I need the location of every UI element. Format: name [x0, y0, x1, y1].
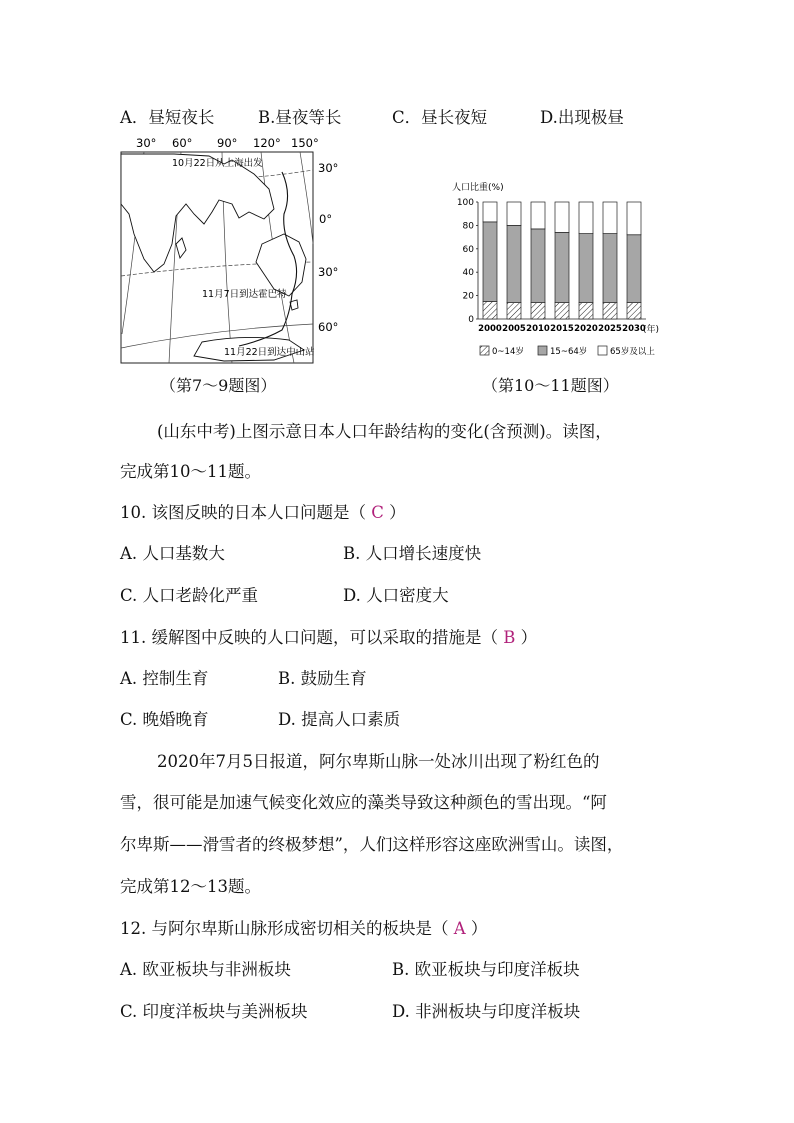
bar-segment: [579, 234, 593, 303]
bar-segment: [603, 303, 617, 319]
option-c: C．昼长夜短: [392, 108, 488, 127]
question-10: [120, 501, 406, 525]
bar-segment: [555, 202, 569, 232]
passage-line-4: 完成第12～13题。: [120, 877, 261, 896]
passage-line-3: 尔卑斯——滑雪者的终极梦想”，人们这样形容这座欧洲雪山。读图，: [120, 835, 624, 854]
bar-segment: [579, 202, 593, 234]
bar-segment: [507, 202, 521, 225]
bar-segment: [483, 222, 497, 302]
lon-label: 150°: [291, 136, 319, 150]
bar-segment: [627, 235, 641, 303]
passage-line-2: 雪，很可能是加速气候变化效应的藻类导致这种颜色的雪出现。“阿: [120, 793, 607, 812]
y-tick-label: 100: [456, 198, 474, 208]
legend-label: 65岁及以上: [610, 347, 655, 357]
map-caption: （第7～9题图）: [160, 376, 277, 395]
question-12-suffix: ）: [470, 919, 488, 938]
lon-label: 120°: [253, 136, 281, 150]
lat-label: 60°: [318, 320, 339, 334]
bar-segment: [627, 303, 641, 319]
x-tick-label: 2015: [550, 324, 574, 334]
legend-swatch: [598, 346, 607, 355]
bar-segment: [507, 303, 521, 319]
route-label-start: 10月22日从上海出发: [172, 158, 263, 169]
population-chart: [446, 178, 676, 364]
x-tick-label: 2030: [622, 324, 646, 334]
option-d: D.出现极昼: [540, 108, 624, 127]
x-tick-label: 2010: [526, 324, 550, 334]
y-tick-label: 0: [468, 315, 474, 325]
q12-option-c: C. 印度洋板块与美洲板块: [120, 1002, 308, 1021]
route-label-zhongshan: 11月22日到达中山站: [224, 347, 315, 358]
question-12-prefix: 12. 与阿尔卑斯山脉形成密切相关的板块是（: [120, 919, 449, 938]
q11-option-a: A. 控制生育: [120, 669, 209, 688]
y-tick-label: 40: [462, 268, 474, 279]
intro-line-2: 完成第10～11题。: [120, 462, 261, 481]
question-10-prefix: 10. 该图反映的日本人口问题是（: [120, 503, 366, 522]
x-tick-label: 2020: [574, 324, 598, 334]
x-tick-label: 2025: [598, 324, 622, 334]
question-12: [120, 917, 487, 941]
question-10-answer: C: [371, 503, 384, 522]
question-12-answer: A: [453, 919, 466, 938]
question-11-suffix: ）: [520, 628, 538, 647]
lon-label: 60°: [172, 136, 193, 150]
q10-option-c: C. 人口老龄化严重: [120, 586, 259, 605]
lat-label: 30°: [318, 265, 339, 279]
legend-swatch: [480, 346, 489, 355]
bar-segment: [531, 229, 545, 303]
bar-segment: [603, 202, 617, 234]
q12-option-d: D. 非洲板块与印度洋板块: [392, 1002, 581, 1021]
question-11-answer: B: [503, 628, 516, 647]
q12-option-b: B. 欧亚板块与印度洋板块: [392, 960, 580, 979]
option-a: A．昼短夜长: [120, 108, 215, 127]
bar-segment: [531, 202, 545, 229]
q10-option-d: D. 人口密度大: [343, 586, 449, 605]
y-tick-label: 20: [462, 291, 474, 302]
bar-segment: [507, 225, 521, 302]
bar-segment: [555, 303, 569, 319]
lon-label: 90°: [217, 136, 238, 150]
chart-caption: （第10～11题图）: [482, 376, 619, 395]
x-tick-label: 2000: [478, 324, 502, 334]
route-map: [114, 134, 354, 370]
question-11: [120, 626, 537, 650]
q10-option-a: A. 人口基数大: [120, 544, 225, 563]
route-label-hobart: 11月7日到达霍巴特: [202, 289, 287, 300]
bar-segment: [483, 301, 497, 319]
intro-line-1: (山东中考)上图示意日本人口年龄结构的变化(含预测)。读图，: [157, 422, 612, 441]
y-tick-label: 60: [462, 244, 474, 255]
q11-option-c: C. 晚婚晚育: [120, 710, 209, 729]
chart-ylabel: 人口比重(%): [452, 183, 504, 193]
q12-option-a: A. 欧亚板块与非洲板块: [120, 960, 291, 979]
question-10-suffix: ）: [389, 503, 406, 522]
legend-label: 0~14岁: [492, 347, 524, 357]
y-tick-label: 80: [462, 221, 474, 232]
q10-option-b: B. 人口增长速度快: [343, 544, 482, 563]
question-11-prefix: 11. 缓解图中反映的人口问题，可以采取的措施是（: [120, 628, 498, 647]
option-b: B.昼夜等长: [258, 108, 342, 127]
bar-segment: [603, 234, 617, 303]
bar-segment: [483, 202, 497, 222]
lat-label: 30°: [318, 161, 339, 175]
bar-segment: [579, 303, 593, 319]
legend-label: 15~64岁: [550, 347, 588, 357]
chart-xlabel: (年): [643, 325, 660, 335]
q11-option-d: D. 提高人口素质: [278, 710, 401, 729]
bar-segment: [627, 202, 641, 235]
legend-swatch: [538, 346, 547, 355]
lat-label: 0°: [319, 212, 333, 226]
lon-label: 30°: [136, 136, 157, 150]
bar-segment: [555, 232, 569, 302]
bar-segment: [531, 303, 545, 319]
q11-option-b: B. 鼓励生育: [278, 669, 367, 688]
passage-line-1: 2020年7月5日报道，阿尔卑斯山脉一处冰川出现了粉红色的: [157, 752, 600, 771]
x-tick-label: 2005: [502, 324, 526, 334]
